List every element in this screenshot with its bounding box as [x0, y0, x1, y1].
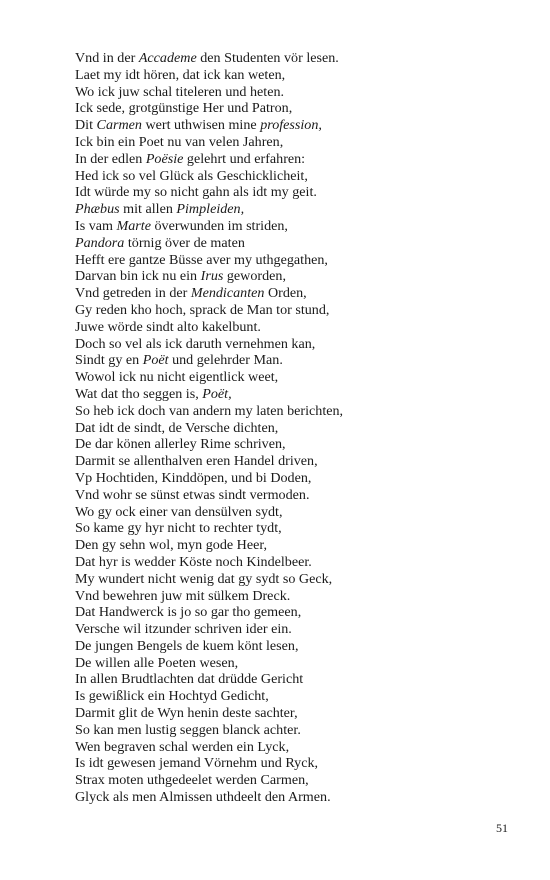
text-segment: De jungen Bengels de kuem könt lesen, — [75, 637, 299, 654]
page-number: 51 — [496, 821, 508, 835]
text-segment: geworden, — [223, 268, 286, 285]
text-segment: wert uthwisen mine — [141, 117, 261, 134]
text-segment: In allen Brudtlachten dat drüdde Gericht — [75, 671, 304, 688]
italic-segment: Carmen — [96, 117, 142, 134]
poem-line — [75, 201, 495, 218]
text-segment: Vnd in der — [75, 50, 139, 66]
poem-line — [75, 386, 495, 403]
text-segment: So kame gy hyr nicht to rechter tydt, — [75, 520, 282, 537]
text-segment: In der edlen — [75, 150, 146, 167]
poem-line — [75, 755, 495, 772]
poem-line — [75, 252, 495, 269]
text-segment: Den gy sehn wol, myn gode Heer, — [75, 537, 268, 554]
poem-line — [75, 352, 495, 369]
text-segment: gelehrt und erfahren: — [183, 150, 306, 167]
text-segment: törnig över de maten — [124, 234, 245, 251]
poem-line — [75, 100, 495, 117]
text-segment: Vnd wohr se sünst etwas sindt vermoden. — [75, 486, 310, 503]
italic-segment: Marte — [116, 217, 151, 234]
poem-line — [75, 420, 495, 437]
text-segment: Ick sede, grotgünstige Her und Patron, — [75, 100, 293, 117]
text-segment: mit allen — [119, 201, 177, 218]
poem-line — [75, 403, 495, 420]
poem-line — [75, 235, 495, 252]
poem-line — [75, 688, 495, 705]
text-segment: und gelehrder Man. — [168, 352, 283, 369]
italic-segment: Poësie — [145, 150, 184, 167]
text-segment: De dar könen allerley Rime schriven, — [75, 436, 286, 453]
text-segment: Wat dat tho seggen is, — [75, 385, 203, 402]
text-segment: överwunden im striden, — [150, 217, 288, 234]
italic-segment: Mendicanten — [190, 285, 265, 302]
text-segment: Dat idt de sindt, de Versche dichten, — [75, 419, 279, 436]
poem-line — [75, 604, 495, 621]
text-segment: Juwe wörde sindt alto kakelbunt. — [75, 318, 261, 335]
text-segment: Darmit se allenthalven eren Handel driven, — [75, 453, 318, 470]
poem-line — [75, 655, 495, 672]
text-segment: Is gewißlick ein Hochtyd Gedicht, — [75, 688, 269, 705]
poem-line — [75, 302, 495, 319]
italic-segment: Poët — [142, 352, 169, 369]
poem-line — [75, 722, 495, 739]
poem-line — [75, 571, 495, 588]
poem-line — [75, 50, 495, 67]
text-segment: Vp Hochtiden, Kinddöpen, und bi Doden, — [75, 469, 312, 486]
poem-line — [75, 268, 495, 285]
text-segment: Wowol ick nu nicht eigentlick weet, — [75, 369, 279, 386]
poem-line — [75, 151, 495, 168]
text-segment: Hed ick so vel Glück als Geschicklicheit, — [75, 167, 308, 184]
poem-line — [75, 588, 495, 605]
text-segment: Vnd getreden in der — [75, 285, 191, 302]
italic-segment: Irus — [200, 268, 224, 285]
italic-segment: profession, — [260, 117, 322, 134]
text-segment: Is vam — [75, 217, 117, 234]
text-segment: Is idt gewesen jemand Vörnehm und Ryck, — [75, 755, 319, 772]
italic-segment: Poët, — [202, 385, 232, 402]
text-segment: Dat hyr is wedder Köste noch Kindelbeer. — [75, 553, 312, 570]
poem-line — [75, 67, 495, 84]
poem-line — [75, 520, 495, 537]
poem-line — [75, 285, 495, 302]
poem-line — [75, 705, 495, 722]
italic-segment: Accademe — [138, 50, 197, 66]
italic-segment: Pimpleiden, — [176, 201, 245, 218]
poem-line — [75, 84, 495, 101]
text-segment: Wen begraven schal werden ein Lyck, — [75, 738, 290, 755]
text-segment: Darvan bin ick nu ein — [75, 268, 201, 285]
poem-line — [75, 184, 495, 201]
poem-line — [75, 470, 495, 487]
text-segment: So kan men lustig seggen blanck achter. — [75, 721, 301, 738]
poem-line — [75, 671, 495, 688]
text-segment: Doch so vel als ick daruth vernehmen kan, — [75, 335, 316, 352]
poem-line — [75, 739, 495, 756]
text-segment: Glyck als men Almissen uthdeelt den Armen. — [75, 789, 331, 806]
poem-line — [75, 537, 495, 554]
poem-line — [75, 369, 495, 386]
poem-line — [75, 487, 495, 504]
text-segment: Orden, — [264, 285, 307, 302]
poem-line — [75, 336, 495, 353]
poem-line — [75, 554, 495, 571]
text-segment: Strax moten uthgedeelet werden Carmen, — [75, 772, 309, 789]
text-segment: Wo ick juw schal titeleren und heten. — [75, 83, 285, 100]
poem-line — [75, 436, 495, 453]
italic-segment: Pandora — [75, 234, 125, 251]
poem-line — [75, 218, 495, 235]
text-segment: Hefft ere gantze Büsse aver my uthgegathen, — [75, 251, 328, 268]
text-segment: So heb ick doch van andern my laten berichten, — [75, 402, 344, 419]
poem-line — [75, 789, 495, 806]
poem-text — [75, 50, 495, 806]
poem-line — [75, 772, 495, 789]
text-segment: Wo gy ock einer van densülven sydt, — [75, 503, 283, 520]
text-segment: Ick bin ein Poet nu van velen Jahren, — [75, 133, 284, 150]
poem-line — [75, 504, 495, 521]
text-segment: Dit — [75, 117, 97, 134]
text-segment: Versche wil itzunder schriven ider ein. — [75, 621, 292, 638]
text-segment: Idt würde my so nicht gahn als idt my geit. — [75, 184, 317, 201]
poem-line — [75, 117, 495, 134]
text-segment: Vnd bewehren juw mit sülkem Dreck. — [75, 587, 291, 604]
poem-line — [75, 621, 495, 638]
poem-line — [75, 638, 495, 655]
poem-line — [75, 453, 495, 470]
poem-line — [75, 319, 495, 336]
italic-segment: Phæbus — [75, 201, 120, 218]
text-segment: Dat Handwerck is jo so gar tho gemeen, — [75, 604, 302, 621]
poem-line — [75, 134, 495, 151]
text-segment: Sindt gy en — [75, 352, 143, 369]
text-segment: My wundert nicht wenig dat gy sydt so Geck, — [75, 570, 333, 587]
text-segment: den Studenten vör lesen. — [196, 50, 339, 66]
text-segment: De willen alle Poeten wesen, — [75, 654, 239, 671]
text-segment: Laet my idt hören, dat ick kan weten, — [75, 66, 286, 83]
poem-line — [75, 168, 495, 185]
text-segment: Darmit glit de Wyn henin deste sachter, — [75, 705, 298, 722]
text-segment: Gy reden kho hoch, sprack de Man tor stund, — [75, 301, 330, 318]
